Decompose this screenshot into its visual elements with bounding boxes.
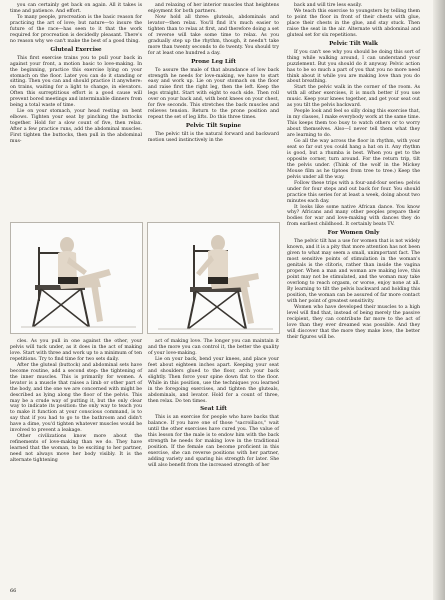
body-paragraph: We teach this exercise to youngsters by telling them to point the floor in front of their chests with glue, place their chests in the glue, and stay stuck. Then raise the seat in the air. Alternate with abdominal and gluteal set for six repetitions. [287, 8, 420, 38]
body-paragraph: If you can't see why you should be doing this sort of thing while walking around, I can understand your puzzlement. But you should do it anyway. Pelvic action has to be so much a part of you that you no more need think about it while you are making love than you do about breathing. [287, 49, 420, 85]
section-heading: Pelvic Tilt Supine [185, 123, 242, 130]
body-paragraph: After the gluteal (buttock) and abdominal sets have become routine, add a second step: the tightening of the inner muscles. This is primarily for women. A levator is a muscle that raises a limb or other part of the body, and the one we are concerned with might be described as lying along the floor of the pelvis. This may be a crude way of putting it, but the only clear way to indicate its position: the only way to teach you to make it function at your conscious command, is to say that if you had to go to the bathroom and didn't have a dime, you'd tighten whatever muscles would be involved to prevent a leakage. [10, 362, 142, 434]
body-paragraph: Lie on your stomach, your head resting on bent elbows. Tighten your seat by pinching the buttocks together. Hold for a slow count of five, then relax. After a few practice runs, add the abdominal muscles. First tighten the buttocks, then pull in the abdominal mus- [10, 109, 142, 145]
section-heading: Seat Lift [200, 406, 227, 413]
text-column-right [287, 3, 420, 341]
body-paragraph: Lie on your back, bend your knees, and place your feet about eighteen inches apart. Keeping your seat and shoulders glued to the floor, arch your back slightly. Then force your spine down flat to the floor. While in this position, use the techniques you learned in the foregoing exercises, and tighten the gluteals, abdominals, and levator. Hold for a count of three, then relax. Do ten times. [148, 356, 279, 404]
body-paragraph: It looks like some native African dance. You know why? Africans and many other peoples prepare their bodies for war and love-making with dances they do from earliest childhood. It certainly beats TV. [287, 204, 420, 228]
body-paragraph: Follow these trips with a four-and-four series: pelvis under for four steps and out back for four. You should practice this series for at least a week, doing about two minutes each day. [287, 180, 420, 204]
text-column-middle-bottom [148, 339, 279, 469]
body-paragraph: and relaxing of her interior muscles that heightens enjoyment for both partners. [148, 3, 279, 14]
photo-row [10, 222, 280, 334]
body-paragraph: Start the pelvic walk in the corner of the room. As with all other exercises, it is much better if you use music. Keep your knees together, and get your seat out as you tilt the pelvis backward. [287, 85, 420, 109]
body-paragraph: Other civilizations know more about the refinements of love-making than we do. They have learned that the woman, to be exciting to her partner, need not always move her body visibly. It is the alternate tightening [10, 434, 142, 464]
page-number: 66 [10, 588, 17, 594]
section-heading: Prone Leg Lift [191, 58, 236, 65]
body-paragraph: Go all the way across the floor in rhythm, with your seat so far out you could hang a hat on it. Any rhythm is good, but a rhumba is best. When you get to the opposite corner, turn around. For the return trip, tilt the pelvis under. (Think of the wolf in the Mickey Mouse film as he tiptoes from tree to tree.) Keep the pelvis under all the way. [287, 139, 420, 180]
exercise-photo-right [147, 222, 280, 334]
body-paragraph: To many people, procreation is the basic reason for practicing the art of love; but nature—to insure the future of the race—has seen to it that the work required for procreation is decidedly pleasant. There's no reason why we can't make the best of a good thing. [10, 14, 142, 44]
body-paragraph: Now hold all three: gluteals, abdominals and levator—then relax. You'll find it's much easier to tighten than to relax at first, and therefore doing a set of reverse will take some time to relax. As you gradually step up the rhythm, though, it needn't take more than twenty seconds to do twenty. You should try for at least one hundred a day. [148, 14, 279, 56]
body-paragraph: Women who have developed their muscles to a high level will find that, instead of being merely the passive recipient, they can contribute far more to the act of love than they ever dreamed was possible. And they will discover that the more they make love, the better their figures will be. [287, 304, 420, 340]
text-column-left-bottom [10, 339, 142, 464]
text-column-middle-top [148, 3, 279, 144]
body-paragraph: act of making love. The longer you can maintain it and the more you can control it, the better the quality of your love-making. [148, 339, 279, 356]
seated-man-illustration-right [148, 223, 280, 334]
body-paragraph: People look and feel so silly doing this exercise that, in my classes, I make everybody work at the same time. This keeps them too busy to watch others or to worry about themselves. Also—I never tell them what they are learning to do. [287, 109, 420, 139]
section-heading: For Women Only [327, 230, 380, 237]
text-column-left-top [10, 3, 142, 145]
body-paragraph: This is an exercise for people who have backs that balance. If you have one of those "sacroiliacs," wait until the other exercises have cured you. The value of this lesson for the male is to endow him with the back strength he needs for making love in the traditional position. If the female can become proficient in this exercise, she can reverse positions with her partner, adding variety and sparing his strength for later. She will also benefit from the increased strength of her [148, 415, 279, 469]
section-heading: Gluteal Exercise [50, 46, 102, 53]
body-paragraph: back and will tire less easily. [294, 3, 363, 8]
body-paragraph: To assure the male of that abundance of low back strength he needs for love-making, we have to start easy and work up. Lie on your stomach on the floor and raise first the right leg, then the left. Keep the legs straight. Start with eight to each side. Then roll over on your back and, with bent knees on your chest, for five seconds. This stretches the back muscles and relieves tension. Return to the prone position and repeat the set of leg lifts. Do this three times. [148, 67, 279, 121]
body-paragraph: This first exercise trains you to pull your back in against your front, a motion basic to love-making. In the beginning, practice this exercise lying on your stomach on the floor. Later you can do it standing or sitting. Then you can and should practice it anywhere: on trains, waiting for a light to change, in elevators. Often this surreptitious effort is a good cause will prevent bored meetings and interminable dinners from being a total waste of time. [10, 55, 142, 109]
body-paragraph: cles. As you pull in one against the other, your pelvis will tuck under, as it does in the act of making love. Start with three and work up to a minimum of ten repetitions. Try to find time for two sets daily. [10, 339, 142, 362]
section-heading: Pelvic Tilt Walk [329, 40, 378, 47]
body-paragraph: you can certainly get back on again. All it takes is time and patience. And effort. [10, 3, 142, 14]
seated-man-illustration-left [11, 223, 143, 334]
exercise-photo-left [10, 222, 143, 334]
body-paragraph: The pelvic tilt is the natural forward and backward motion used instinctively in the [148, 132, 279, 144]
page-binding-shadow [433, 0, 445, 600]
body-paragraph: The pelvic tilt has a use for women that is not widely known, and it is a pity that more attention has not been given to what may seem a small, unimportant fact. The most sensitive points of stimulation in the woman's genitals is the clitoris, rather than inside the vagina proper. When a man and woman are making love, this point may not be stimulated, and the woman may take overlong to reach orgasm, or worse, enjoy none at all. By learning to tilt the pelvis backward and holding this position, the woman can be assured of far more contact with her point of greatest sensitivity. [287, 239, 420, 304]
